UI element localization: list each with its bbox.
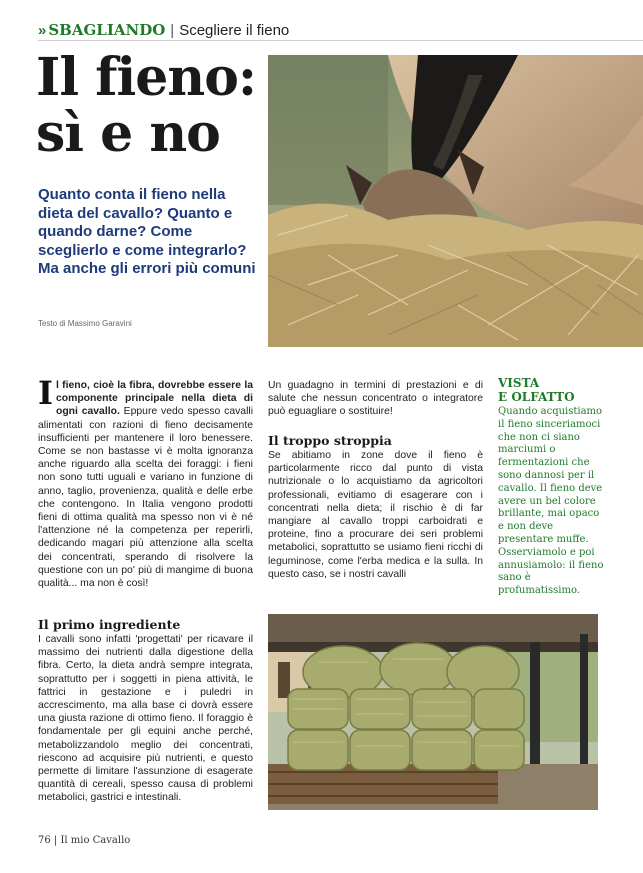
section-label: SBAGLIANDO — [48, 21, 166, 39]
troppo-text: Se abitiamo in zone dove il fieno è particolarmente ricco dal punto di vista nutrizionale o lo acquistiamo da agricoltori professionali, evitiamo di esagerare con i concentrati nella dieta; il rischio è di far mangiare al cavallo troppi carboidrati e proteine, fino a procurare dei seri problemi metabolici, soprattutto se usiamo fieni ricchi di leguminose, come l'erba medica e la sulla. In questo caso, se i nostri cavalli — [268, 450, 483, 580]
lead-sentence: l fieno, cioè la fibra, dovrebbe essere la componente principale nella dieta di ogni cavallo. — [55, 380, 253, 418]
title-line-1: Il fieno: — [36, 47, 257, 108]
column2-intro: Un guadagno in termini di prestazioni e di salute che nessun concentrato o integratore può eguagliare o sostituire! — [268, 380, 483, 418]
subheading-troppo: Il troppo stroppia — [268, 433, 392, 448]
subheading-primo: Il primo ingrediente — [38, 617, 181, 632]
section-header — [38, 20, 289, 40]
hay-bales-photo — [268, 614, 598, 810]
page-title — [36, 47, 266, 164]
header-separator: | — [170, 21, 175, 39]
title-line-2: sì e no — [36, 103, 220, 164]
intro-text: Eppure vedo spesso cavalli alimentati con razioni di fieno decisamente insufficienti per mantenere il loro benessere. Come se non bastasse vi è molta ignoranza anche riguardo alla scelta dei foraggi: i fieni non sono tutti uguali e variano in funzione di anno, taglio, provenienza, qualità e delle erbe che contengono. In Italia vengono prodotti fieni di ottima qualità ma spesso non vi è né l'attenzione né la competenza per reperirli, dedicando magari più attenzione alla scelta dei concentrati, sperando di risolvere la questione con un po' più di mangime di buona qualità... ma non è così! — [38, 406, 254, 590]
sidebar-title-line-1: VISTA — [498, 376, 540, 390]
horse-eating-hay-photo — [268, 55, 643, 347]
article-intro — [38, 374, 254, 590]
primo-text: I cavalli sono infatti 'progettati' per ricavare il massimo dei nutrienti dalla digestione della fibra. Certo, la dieta andrà sempre integrata, soprattutto per i soggetti in piena attività, le fattrici in gestazione e i puledri in accrescimento, ma alla base ci dovrà essere una giusta razione di ottimo fieno. Il foraggio è fondamentale per gli equini anche perché, metabolizzandolo meglio dei concentrati, riescono ad acquisire più nutrienti, e questo permette di limitare l'assunzione di esagerate quantità di cereali, spesso causa di problemi metabolici, gastrici e intestinali. — [38, 634, 253, 804]
page-footer: 76 | Il mio Cavallo — [38, 835, 131, 846]
sidebar-text: Quando acquistiamo il fieno sinceriamoci che non ci siano marciumi o fermentazioni che sono dannosi per il cavallo. Il fieno deve avere un bel colore brillante, mai opaco e non deve presentare muffe. Osserviamolo e poi annusiamolo: il fieno sano è profumatissimo. — [498, 406, 604, 597]
drop-cap: I — [38, 374, 53, 412]
topic-label: Scegliere il fieno — [179, 21, 290, 39]
author-credit: Testo di Massimo Garavini — [38, 319, 132, 328]
sidebar-title — [498, 377, 608, 404]
sidebar-title-line-2: E OLFATTO — [498, 389, 575, 404]
header-divider — [38, 40, 643, 41]
chevron-right-icon: » — [38, 21, 45, 39]
subtitle: Quanto conta il fieno nella dieta del cavallo? Quanto e quando darne? Come sceglierlo e come integrarlo? Ma anche gli errori più comuni — [38, 186, 256, 277]
